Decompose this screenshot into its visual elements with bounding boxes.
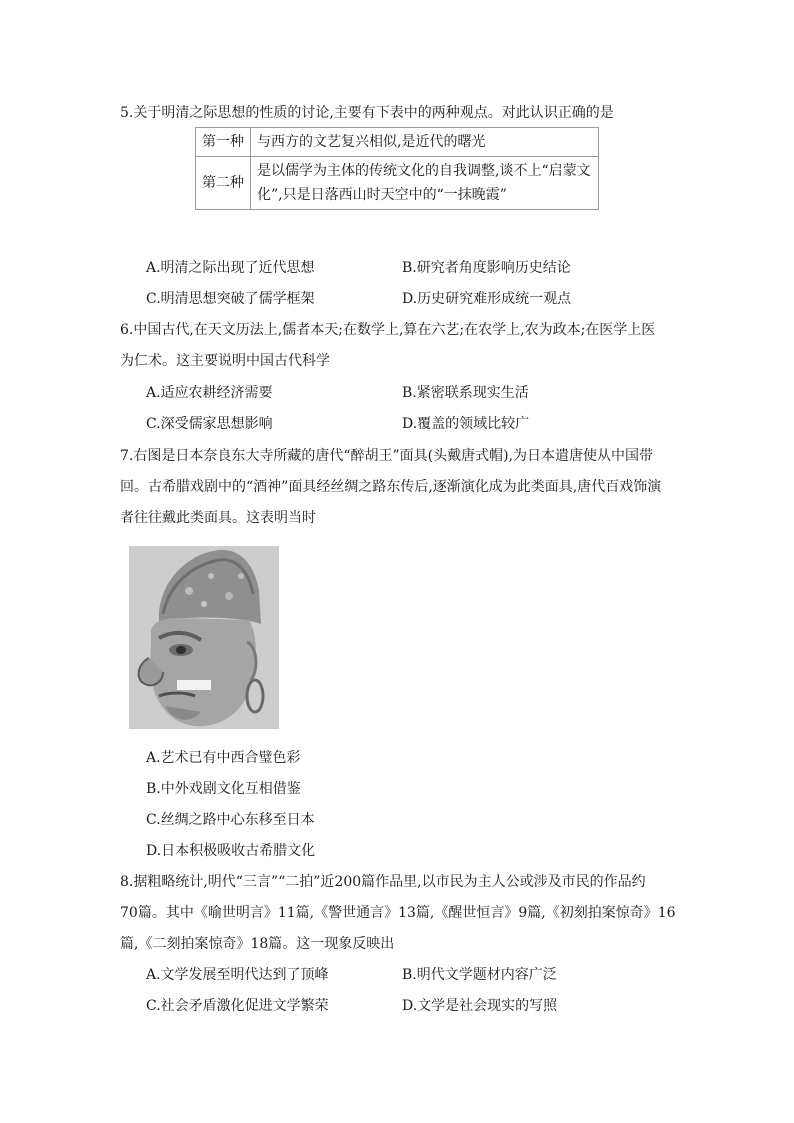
q7-stem-line3: 者往往戴此类面具。这表明当时 <box>120 510 316 526</box>
table-cell-content: 与西方的文艺复兴相似,是近代的曙光 <box>251 128 599 157</box>
q7-option-d[interactable]: D.日本积极吸收古希腊文化 <box>146 843 316 859</box>
q8-stem-line1: 8.据粗略统计,明代“三言”“二拍”近200篇作品里,以市民为主人公或涉及市民的作品约 <box>120 874 646 890</box>
table-row <box>196 157 599 210</box>
q5-option-a[interactable]: A.明清之际出现了近代思想 <box>146 260 315 276</box>
mask-photo <box>129 546 279 729</box>
table-cell-label: 第一种 <box>196 128 251 157</box>
q5-stem: 5.关于明清之际思想的性质的讨论,主要有下表中的两种观点。对此认识正确的是 <box>120 105 614 121</box>
q5-option-b[interactable]: B.研究者角度影响历史结论 <box>402 260 571 276</box>
q8-option-d[interactable]: D.文学是社会现实的写照 <box>402 998 558 1014</box>
q8-stem-line3: 篇,《二刻拍案惊奇》18篇。这一现象反映出 <box>120 936 395 952</box>
q7-stem-line1: 7.右图是日本奈良东大寺所藏的唐代“醉胡王”面具(头戴唐式帽),为日本遣唐使从中国带 <box>120 448 654 464</box>
q7-option-b[interactable]: B.中外戏剧文化互相借鉴 <box>146 781 301 797</box>
q8-option-c[interactable]: C.社会矛盾激化促进文学繁荣 <box>146 998 329 1014</box>
table-row <box>196 128 599 157</box>
q6-option-b[interactable]: B.紧密联系现实生活 <box>402 385 529 401</box>
q6-option-d[interactable]: D.覆盖的领域比较广 <box>402 416 530 432</box>
table-cell-label: 第二种 <box>196 157 251 210</box>
table-cell-content: 是以儒学为主体的传统文化的自我调整,谈不上“启蒙文化”,只是日落西山时天空中的“一抹晚霞” <box>251 157 599 210</box>
q6-option-a[interactable]: A.适应农耕经济需要 <box>146 385 273 401</box>
q5-option-d[interactable]: D.历史研究难形成统一观点 <box>402 291 572 307</box>
q8-stem-line2: 70篇。其中《喻世明言》11篇,《警世通言》13篇,《醒世恒言》9篇,《初刻拍案惊奇》16 <box>120 905 676 921</box>
q7-option-a[interactable]: A.艺术已有中西合璧色彩 <box>146 750 301 766</box>
q7-stem-line2: 回。古希腊戏剧中的“酒神”面具经丝绸之路东传后,逐渐演化成为此类面具,唐代百戏饰演 <box>120 479 662 495</box>
q5-table <box>195 127 599 210</box>
q6-stem-line2: 为仁术。这主要说明中国古代科学 <box>120 353 330 369</box>
q8-option-b[interactable]: B.明代文学题材内容广泛 <box>402 967 557 983</box>
q6-option-c[interactable]: C.深受儒家思想影响 <box>146 416 273 432</box>
q5-option-c[interactable]: C.明清思想突破了儒学框架 <box>146 291 315 307</box>
q7-option-c[interactable]: C.丝绸之路中心东移至日本 <box>146 812 315 828</box>
q6-stem-line1: 6.中国古代,在天文历法上,儒者本天;在数学上,算在六艺;在农学上,农为政本;在医学上医 <box>120 322 656 338</box>
q8-option-a[interactable]: A.文学发展至明代达到了顶峰 <box>146 967 329 983</box>
